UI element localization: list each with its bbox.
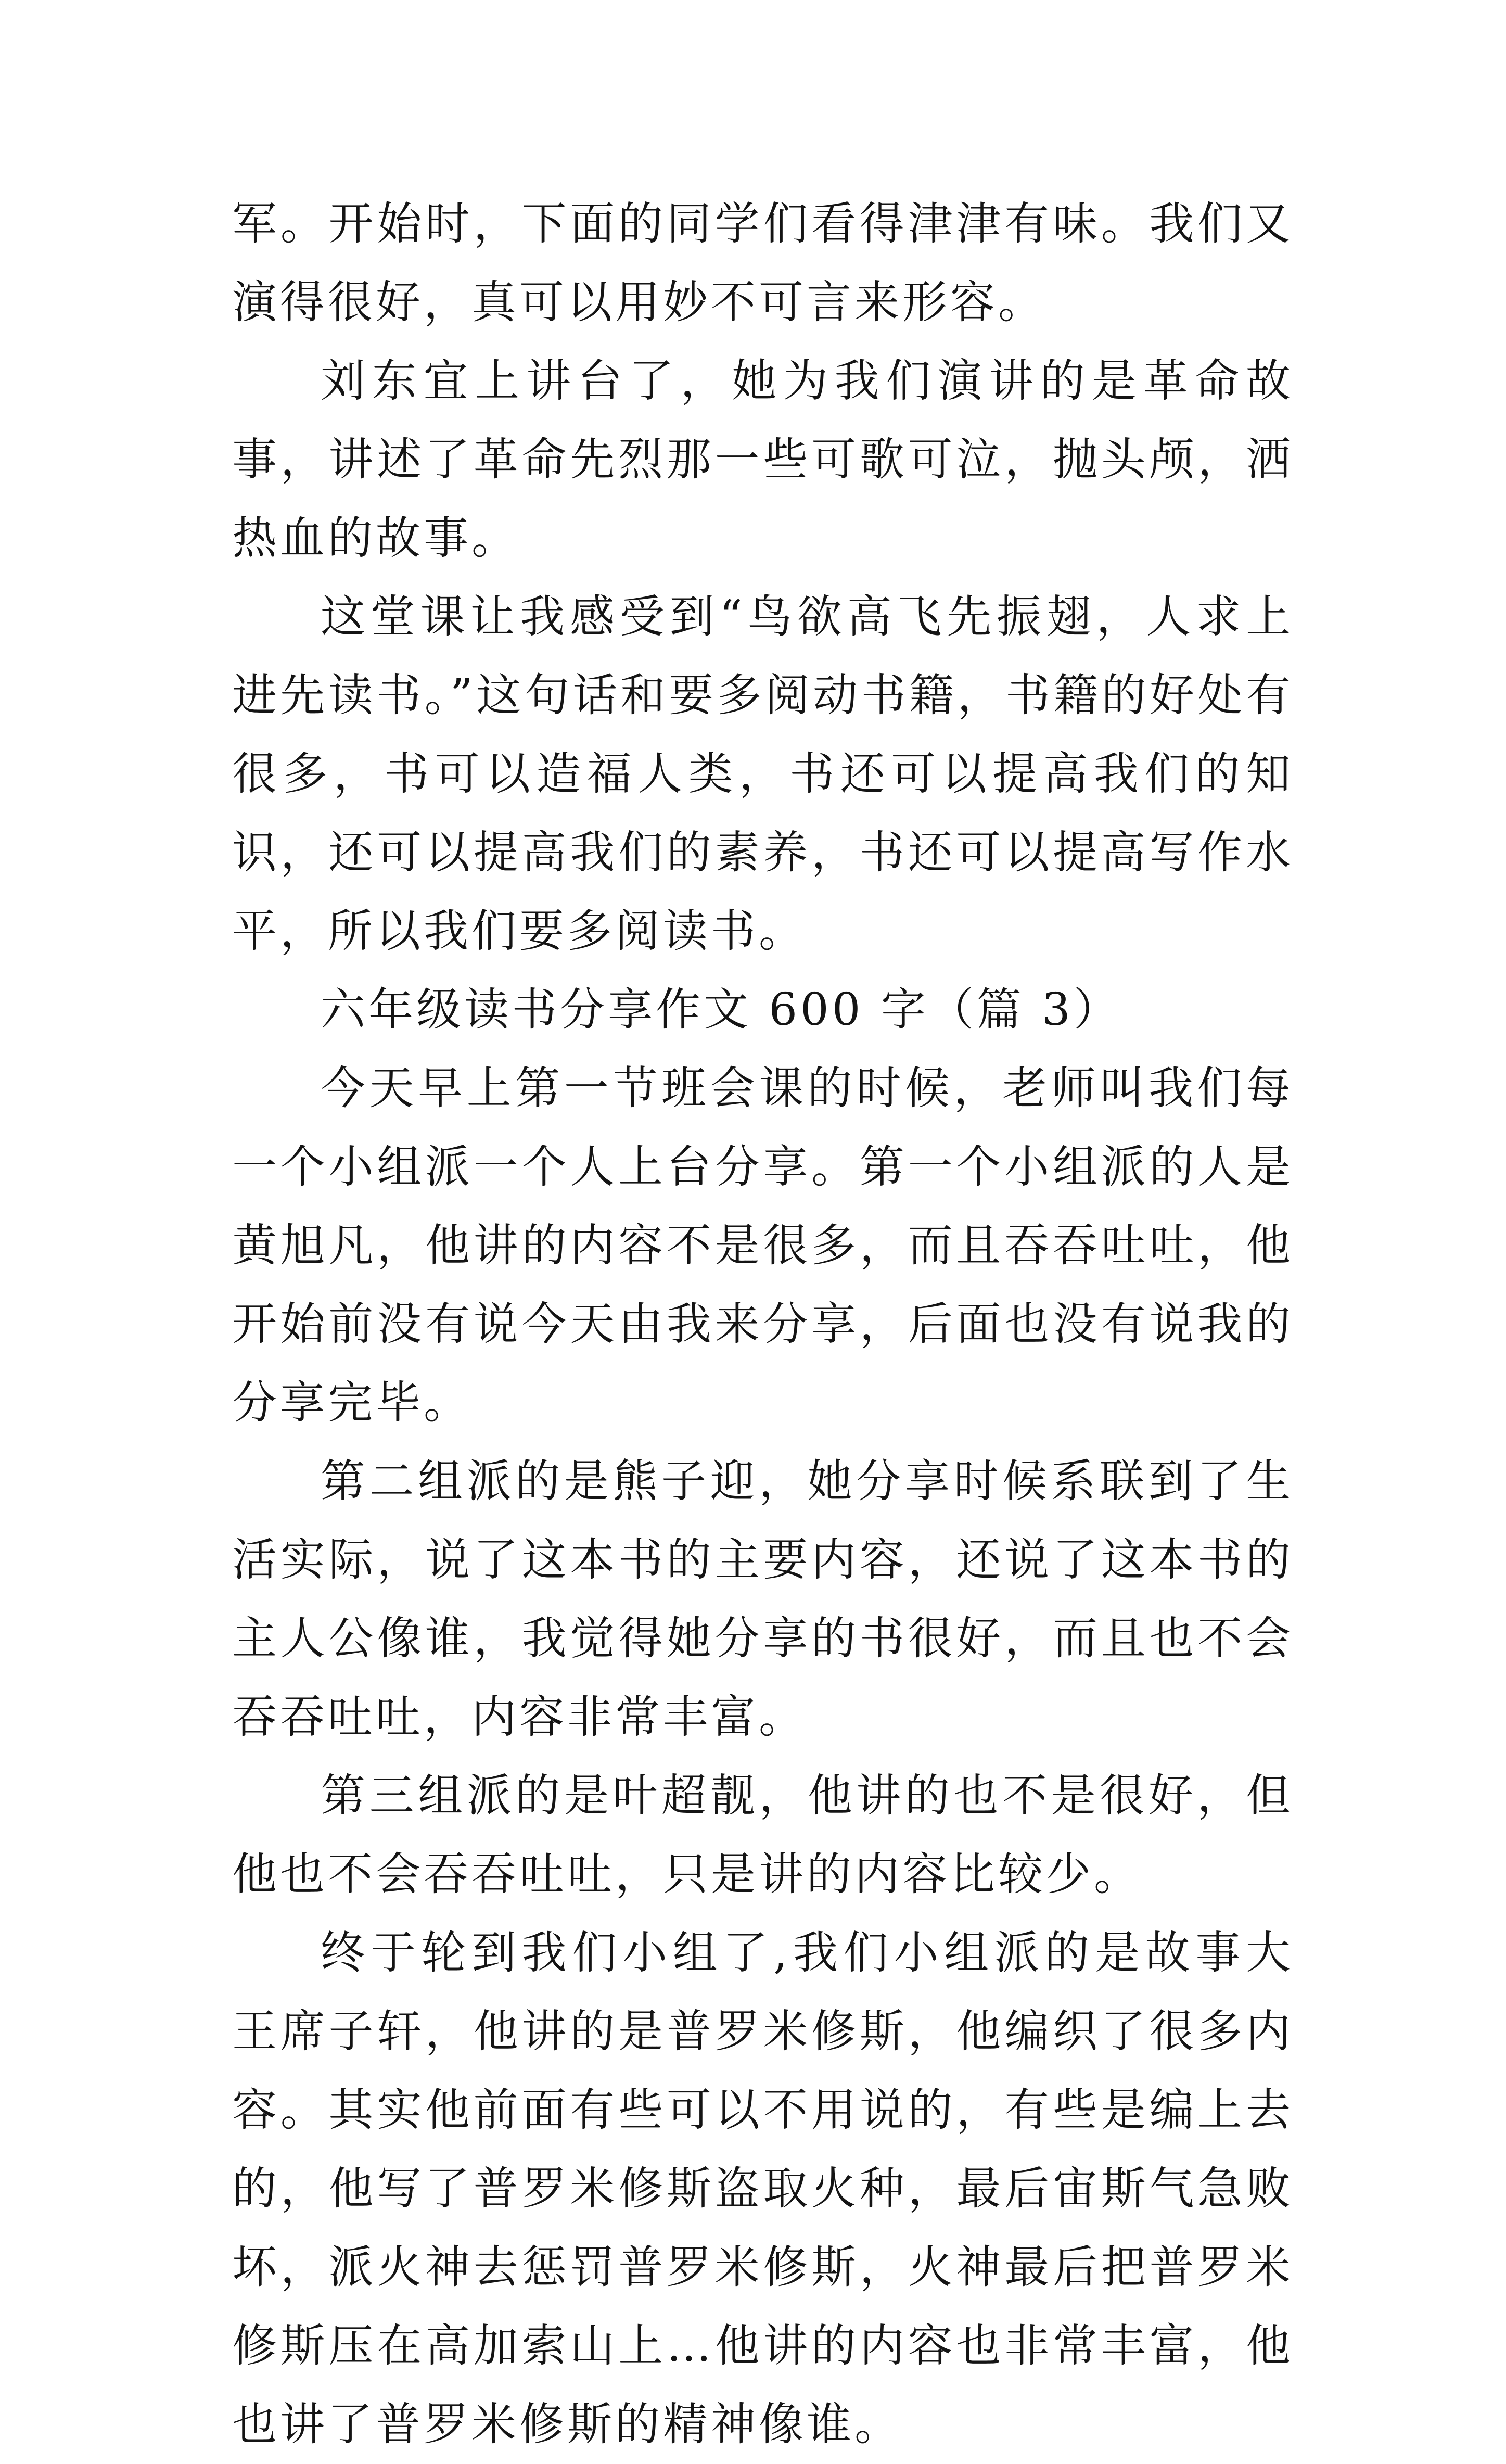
paragraph-3: 这堂课让我感受到“鸟欲高飞先振翅，人求上进先读书。”这句话和要多阅动书籍，书籍的好处有很多，书可以造福人类，书还可以提高我们的知识，还可以提高我们的素养，书还可以提高写作水平，所以我们要多阅读书。 — [232, 591, 1294, 957]
paragraph-2: 刘东宜上讲台了，她为我们演讲的是革命故事，讲述了革命先烈那一些可歌可泣，抛头颅，洒热血的故事。 — [232, 355, 1294, 564]
paragraph-7: 第三组派的是叶超靓，他讲的也不是很好，但他也不会吞吞吐吐，只是讲的内容比较少。 — [232, 1770, 1294, 1900]
paragraph-5: 今天早上第一节班会课的时候，老师叫我们每一个小组派一个人上台分享。第一个小组派的人是黄旭凡，他讲的内容不是很多，而且吞吞吐吐，他开始前没有说今天由我来分享，后面也没有说我的分享完毕。 — [232, 1062, 1294, 1429]
paragraph-8: 终于轮到我们小组了,我们小组派的是故事大王席子轩，他讲的是普罗米修斯，他编织了很多内容。其实他前面有些可以不用说的，有些是编上去的，他写了普罗米修斯盗取火种，最后宙斯气急败坏，派火神去惩罚普罗米修斯，火神最后把普罗米修斯压在高加索山上…他讲的内容也非常丰富，他也讲了普罗米修斯的精神像谁。 — [232, 1927, 1294, 2450]
section-heading: 六年级读书分享作文 600 字（篇 3） — [321, 984, 1121, 1036]
paragraph-1: 军。开始时，下面的同学们看得津津有味。我们又演得很好，真可以用妙不可言来形容。 — [232, 198, 1294, 328]
paragraph-6: 第二组派的是熊子迎，她分享时候系联到了生活实际，说了这本书的主要内容，还说了这本书的主人公像谁，我觉得她分享的书很好，而且也不会吞吞吐吐，内容非常丰富。 — [232, 1455, 1294, 1743]
document-body — [232, 185, 1294, 2464]
